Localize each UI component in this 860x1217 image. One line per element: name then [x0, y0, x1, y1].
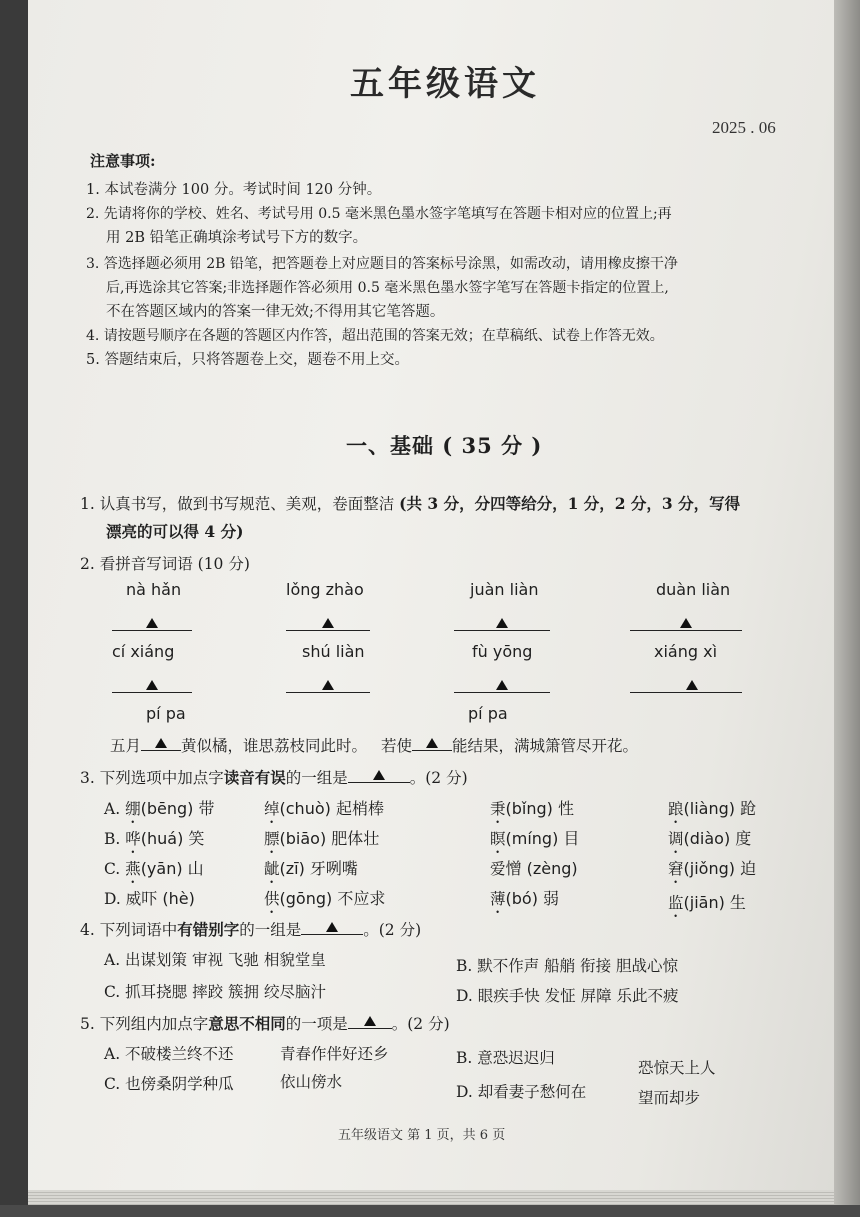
opt-reading: (diào) 度 — [683, 829, 752, 848]
blank-marker-icon — [686, 680, 698, 690]
section-title: 一、基础 ( 35 分 ) — [346, 433, 543, 458]
q3-option-a-4 — [668, 796, 756, 827]
opt-letter: A. — [104, 800, 126, 818]
q1-line2: 漂亮的可以得 4 分) — [106, 522, 244, 541]
q3-option-d-4 — [668, 890, 746, 921]
notice-5: 5. 答题结束后，只将答题卷上交，题卷不用上交。 — [86, 352, 409, 368]
dotted-char: 踉 — [668, 800, 684, 818]
q5-option-b-2: 恐惊天上人 — [638, 1059, 716, 1077]
answer-blank-1[interactable] — [112, 630, 192, 631]
q4-option-b[interactable]: B. 默不作声 船艄 衔接 胆战心惊 — [456, 957, 679, 975]
q2-stem: 2. 看拼音写词语 (10 分) — [80, 555, 250, 573]
dotted-char: 监 — [668, 894, 684, 912]
q4-score: 。(2 分) — [363, 921, 422, 939]
blank-marker-icon — [373, 770, 385, 780]
q3-option-c-2 — [264, 856, 358, 887]
dotted-char: 窘 — [668, 860, 684, 878]
answer-blank-7[interactable] — [454, 692, 550, 693]
q5-stem-a: 5. 下列组内加点字 — [80, 1015, 209, 1033]
answer-blank-3[interactable] — [454, 630, 550, 631]
q5-emphasis: 意思不相同 — [208, 1014, 286, 1033]
q4-stem-a: 4. 下列词语中 — [80, 921, 178, 939]
q5-stem — [80, 1012, 450, 1034]
dotted-char: 绰 — [264, 800, 280, 818]
opt-reading: (liàng) 跄 — [683, 799, 757, 818]
opt-reading: (huá) 笑 — [140, 829, 205, 848]
opt-reading: (zī) 牙咧嘴 — [279, 859, 358, 878]
exam-date: 2025 . 06 — [712, 118, 776, 137]
poem2-start: 若使 — [381, 737, 413, 755]
answer-blank-9[interactable] — [141, 736, 181, 751]
answer-blank-4[interactable] — [630, 630, 742, 631]
q5-option-a-2: 青春作伴好还乡 — [280, 1045, 389, 1063]
opt-reading: (yān) 山 — [140, 859, 204, 878]
q5-score: 。(2 分) — [391, 1015, 450, 1033]
q3-option-c-3 — [490, 856, 578, 879]
dotted-char: 薄 — [490, 890, 506, 908]
blank-marker-icon — [155, 738, 167, 748]
q5-stem-c: 的一项是 — [285, 1015, 348, 1033]
pinyin-9: pí pa — [146, 704, 186, 723]
answer-blank-2[interactable] — [286, 630, 370, 631]
notice-2-cont: 用 2B 铅笔正确填涂考试号下方的数字。 — [106, 230, 368, 246]
q3-option-b-3 — [490, 826, 579, 857]
opt-reading: (biāo) 肥体壮 — [279, 829, 380, 848]
q3-option-b-4 — [668, 826, 751, 857]
paper-edge — [28, 1190, 834, 1205]
opt-letter: C. — [104, 860, 126, 878]
exam-title: 五年级语文 — [350, 64, 540, 104]
q4-stem-c: 的一组是 — [239, 921, 302, 939]
opt-reading: 吓 (hè) — [141, 889, 195, 908]
opt-reading: (bēng) 带 — [140, 799, 215, 818]
answer-blank-6[interactable] — [286, 692, 370, 693]
q3-option-a[interactable] — [104, 796, 214, 827]
q3-answer-blank[interactable] — [348, 768, 410, 783]
notice-3: 3. 答选择题必须用 2B 铅笔，把答题卷上对应题目的答案标号涂黑，如需改动，请用橡皮擦干净 — [86, 256, 678, 272]
q4-stem — [80, 918, 421, 940]
q5-option-a[interactable]: A. 不破楼兰终不还 — [104, 1045, 234, 1063]
dotted-char: 龇 — [264, 860, 280, 878]
q3-option-d[interactable] — [104, 886, 195, 909]
blank-marker-icon — [496, 680, 508, 690]
background-bottom — [0, 1205, 860, 1217]
q3-stem-a: 3. 下列选项中加点字 — [80, 769, 224, 787]
pinyin-10: pí pa — [468, 704, 508, 723]
opt-reading: (míng) 目 — [505, 829, 580, 848]
q5-option-c-2: 依山傍水 — [280, 1073, 343, 1091]
opt-letter: B. — [104, 830, 126, 848]
dotted-char: 燕 — [125, 860, 141, 878]
dotted-char: 哗 — [125, 830, 141, 848]
answer-blank-5[interactable] — [112, 692, 192, 693]
pinyin-5: cí xiáng — [112, 642, 175, 661]
q5-answer-blank[interactable] — [348, 1014, 392, 1029]
pinyin-6: shú liàn — [302, 642, 365, 661]
opt-reading: (bó) 弱 — [505, 889, 560, 908]
q5-option-c[interactable]: C. 也傍桑阴学种瓜 — [104, 1075, 234, 1093]
pinyin-2: lǒng zhào — [286, 580, 364, 599]
notice-1: 1. 本试卷满分 100 分。考试时间 120 分钟。 — [86, 182, 382, 198]
pinyin-3: juàn liàn — [470, 580, 539, 599]
opt-reading: (gōng) 不应求 — [279, 889, 386, 908]
opt-letter: D. — [104, 890, 126, 908]
page-footer: 五年级语文 第 1 页，共 6 页 — [338, 1128, 506, 1143]
notice-3-cont2: 不在答题区域内的答案一律无效;不得用其它笔答题。 — [106, 304, 445, 320]
plain-char: 爱 — [490, 860, 506, 878]
blank-marker-icon — [364, 1016, 376, 1026]
q3-option-d-2 — [264, 886, 385, 917]
q3-option-c-4 — [668, 856, 756, 887]
dotted-char: 供 — [264, 890, 280, 908]
q1-text: 1. 认真书写，做到书写规范、美观，卷面整洁 — [80, 495, 400, 513]
q3-option-a-3 — [490, 796, 574, 827]
opt-reading: (bǐng) 性 — [505, 799, 574, 818]
exam-paper — [28, 0, 834, 1205]
q3-stem — [80, 766, 468, 788]
blank-marker-icon — [146, 618, 158, 628]
q5-option-d-2: 望而却步 — [638, 1089, 701, 1107]
dotted-char: 绷 — [125, 800, 141, 818]
q4-option-c[interactable]: C. 抓耳挠腮 摔跤 簇拥 绞尽脑汁 — [104, 983, 326, 1001]
blank-marker-icon — [496, 618, 508, 628]
answer-blank-8[interactable] — [630, 692, 742, 693]
q3-stem-c: 的一组是 — [285, 769, 348, 787]
poem1-start: 五月 — [110, 737, 142, 755]
blank-marker-icon — [680, 618, 692, 628]
dotted-char: 瞑 — [490, 830, 506, 848]
opt-reading: (jiān) 生 — [683, 893, 746, 912]
q3-option-d-3 — [490, 886, 559, 917]
plain-char: 威 — [125, 890, 142, 908]
pinyin-4: duàn liàn — [656, 580, 731, 599]
dotted-char: 调 — [668, 830, 684, 848]
background-edge — [834, 0, 860, 1217]
dotted-char: 秉 — [490, 800, 506, 818]
notice-3-cont: 后,再选涂其它答案;非选择题作答必须用 0.5 毫米黑色墨水签字笔写在答题卡指定的位置上, — [106, 280, 669, 296]
opt-reading: (chuò) 起梢棒 — [279, 799, 384, 818]
opt-reading: 憎 (zèng) — [505, 859, 578, 878]
q4-option-a[interactable]: A. 出谋划策 审视 飞驰 相貌堂皇 — [104, 951, 326, 969]
blank-marker-icon — [146, 680, 158, 690]
q3-emphasis: 读音有误 — [223, 768, 286, 787]
answer-blank-10[interactable] — [412, 736, 452, 751]
q3-score: 。(2 分) — [409, 769, 468, 787]
blank-marker-icon — [426, 738, 438, 748]
notice-heading: 注意事项: — [90, 152, 156, 170]
poem-line — [110, 734, 638, 756]
pinyin-1: nà hǎn — [126, 580, 182, 599]
poem2-end: 能结果，满城箫管尽开花。 — [452, 737, 639, 755]
q3-option-c[interactable] — [104, 856, 204, 887]
blank-marker-icon — [322, 618, 334, 628]
q3-option-a-2 — [264, 796, 384, 827]
q4-option-d[interactable]: D. 眼疾手快 发怔 屏障 乐此不疲 — [456, 987, 679, 1005]
blank-marker-icon — [322, 680, 334, 690]
dotted-char: 膘 — [264, 830, 280, 848]
poem1-end: 黄似橘，谁思荔枝同此时。 — [181, 737, 368, 755]
notice-2: 2. 先请将你的学校、姓名、考试号用 0.5 毫米黑色墨水签字笔填写在答题卡相对应的位置上;再 — [86, 206, 672, 222]
q5-option-d[interactable]: D. 却看妻子愁何在 — [456, 1083, 587, 1101]
pinyin-8: xiáng xì — [654, 642, 718, 661]
q1-scoring: (共 3 分，分四等给分，1 分，2 分，3 分，写得 — [399, 494, 741, 513]
pinyin-7: fù yōng — [472, 642, 533, 661]
q3-option-b[interactable] — [104, 826, 204, 857]
q4-answer-blank[interactable] — [301, 920, 363, 935]
q1-line1 — [80, 492, 740, 514]
q4-emphasis: 有错别字 — [177, 920, 240, 939]
notice-4: 4. 请按题号顺序在各题的答题区内作答，超出范围的答案无效；在草稿纸、试卷上作答无效。 — [86, 328, 664, 344]
opt-reading: (jiǒng) 迫 — [683, 859, 757, 878]
q5-option-b[interactable]: B. 意恐迟迟归 — [456, 1049, 555, 1067]
blank-marker-icon — [326, 922, 338, 932]
q3-option-b-2 — [264, 826, 379, 857]
